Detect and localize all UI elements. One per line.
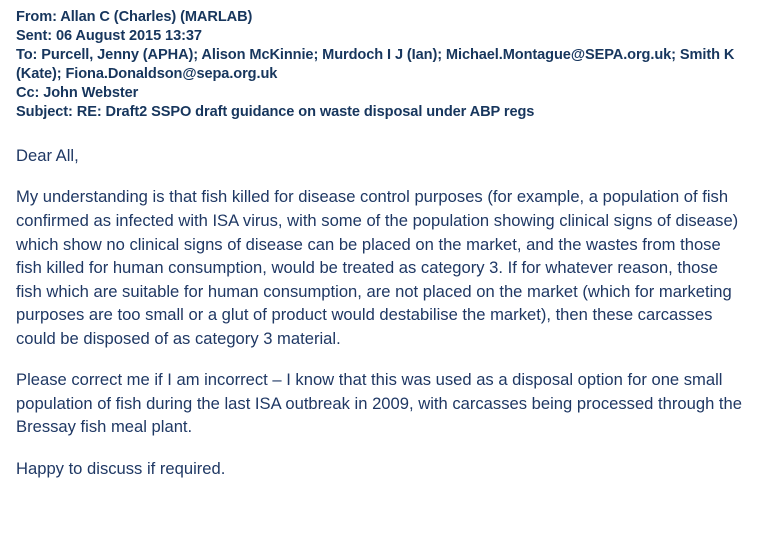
header-row-to — [16, 46, 748, 84]
body-greeting: Dear All, — [16, 145, 79, 165]
header-value-from: Allan C (Charles) (MARLAB) — [60, 9, 253, 25]
header-label-to: To: — [16, 46, 38, 63]
header-row-from — [16, 8, 748, 27]
header-label-from: From: — [16, 9, 57, 25]
header-value-sent: 06 August 2015 13:37 — [55, 27, 202, 44]
body-paragraph-3: Happy to discuss if required. — [16, 459, 226, 478]
header-row-cc — [16, 84, 748, 103]
email-header-block — [16, 8, 748, 122]
email-body — [16, 144, 748, 481]
header-value-to: Purcell, Jenny (APHA); Alison McKinnie; Murdoch I J (Ian); Michael.Montague@SEPA.org.uk; Smith K (Kate); Fiona.Donaldson@sepa.org.uk — [16, 46, 735, 82]
header-label-sent: Sent: — [16, 27, 52, 44]
header-label-subject: Subject: — [16, 103, 73, 120]
header-value-subject: RE: Draft2 SSPO draft guidance on waste disposal under ABP regs — [76, 103, 535, 120]
body-paragraph-2: Please correct me if I am incorrect – I know that this was used as a disposal option for one small population of fish during the last ISA outbreak in 2009, with carcasses being processed through the Bressay fish meal plant. — [16, 370, 742, 437]
body-paragraph-1: My understanding is that fish killed for disease control purposes (for example, a population of fish confirmed as infected with ISA virus, with some of the population showing clinical signs of disease) which show no clinical signs of disease can be placed on the market, and the wastes from those fish killed for human consumption, would be treated as category 3. If for whatever reason, those fish which are suitable for human consumption, are not placed on the market (which for marketing purposes are too small or a glut of product would destabilise the market), then these carcasses could be disposed of as category 3 material. — [16, 187, 739, 348]
header-row-sent — [16, 27, 748, 46]
header-value-cc: John Webster — [43, 84, 139, 101]
header-label-cc: Cc: — [16, 84, 40, 101]
header-row-subject — [16, 103, 748, 122]
